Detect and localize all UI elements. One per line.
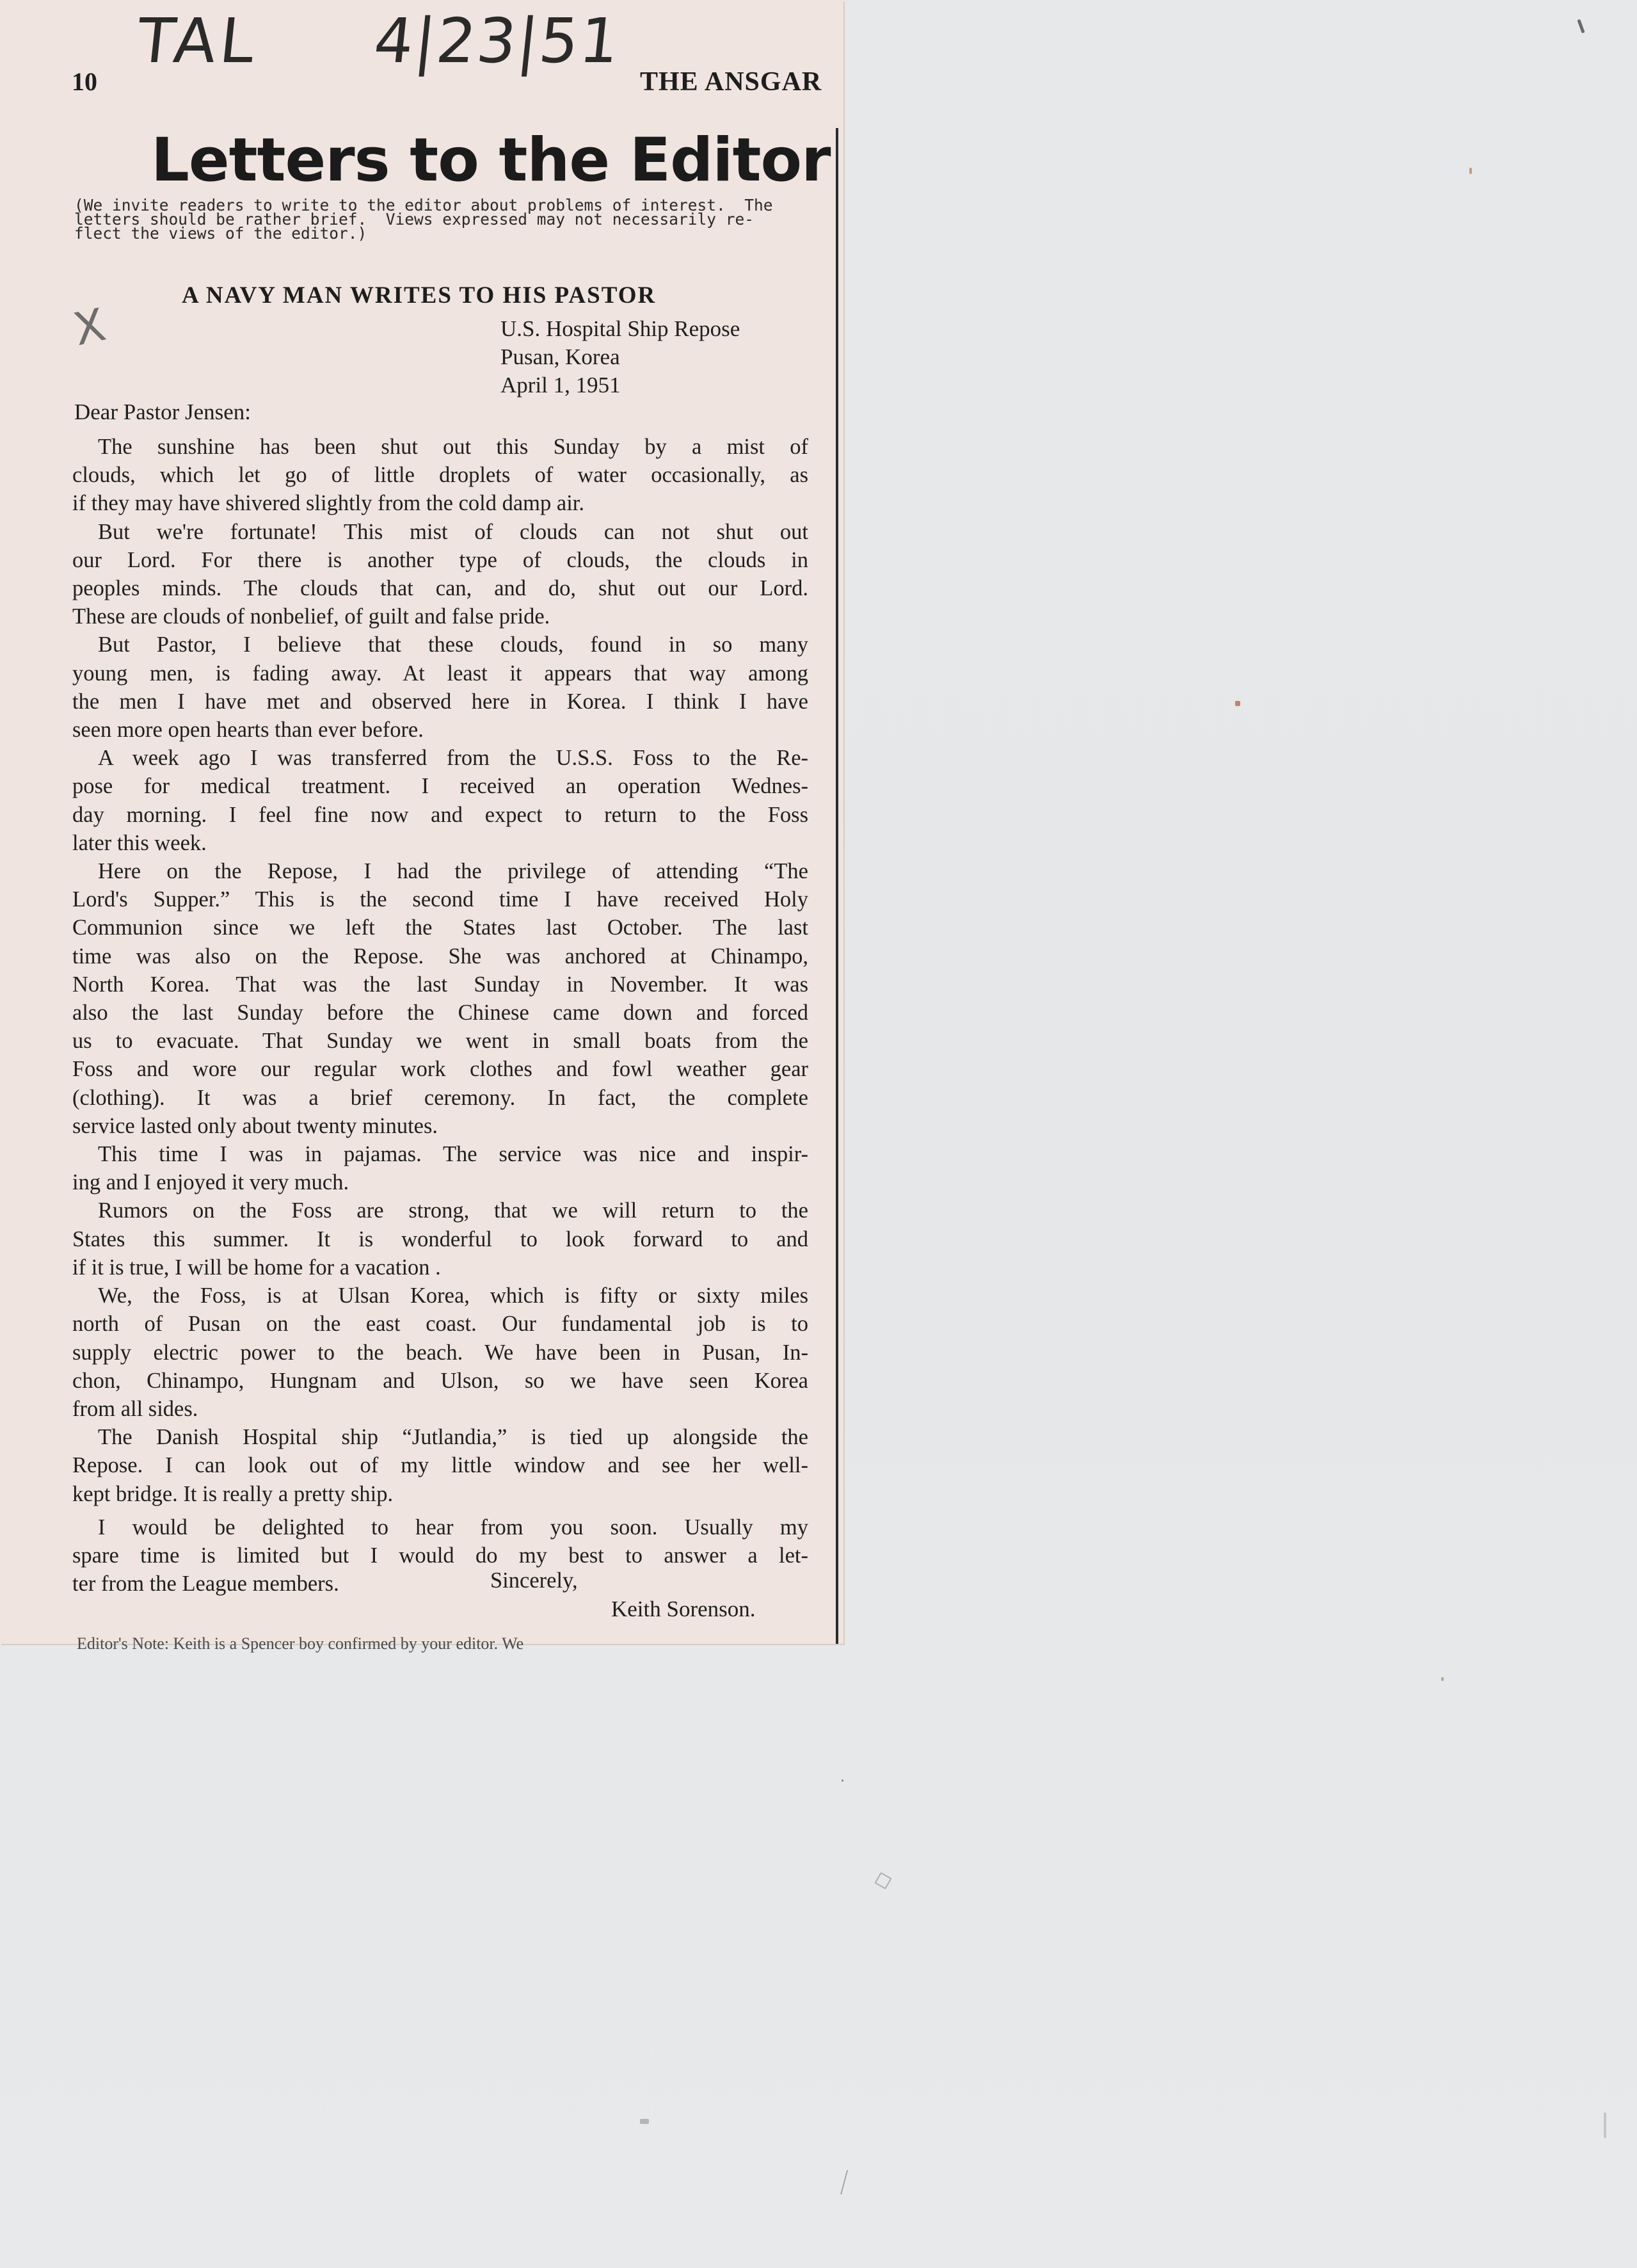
paragraph-line: The Danish Hospital ship “Jutlandia,” is tied up alongside the [98, 1425, 808, 1450]
letter-paragraph [72, 744, 808, 857]
paragraph-line: pose for medical treatment. I received an operation Wednes- [72, 774, 808, 799]
letter-paragraph [72, 857, 808, 1140]
intro-line: flect the views of the editor.) [74, 224, 367, 243]
letter-paragraph [72, 1513, 808, 1598]
paragraph-line: These are clouds of nonbelief, of guilt and false pride. [72, 604, 550, 629]
scan-speck [1469, 168, 1472, 174]
letter-paragraph [72, 1140, 808, 1196]
paragraph-line: But Pastor, I believe that these clouds, found in so many [98, 632, 808, 657]
paragraph-line: clouds, which let go of little droplets of water occasionally, as [72, 463, 808, 488]
paragraph-line: day morning. I feel fine now and expect to return to the Foss [72, 802, 808, 827]
section-headline: Letters to the Editor [151, 125, 831, 195]
letter-paragraph [72, 433, 808, 518]
paragraph-line: Communion since we left the States last October. The last [72, 915, 808, 940]
paragraph-line: ing and I enjoyed it very much. [72, 1170, 349, 1195]
paragraph-line: spare time is limited but I would do my best to answer a let- [72, 1543, 808, 1568]
paragraph-line: Rumors on the Foss are strong, that we will return to the [98, 1198, 808, 1223]
address-line: April 1, 1951 [500, 373, 621, 398]
paragraph-line: (clothing). It was a brief ceremony. In fact, the complete [72, 1085, 808, 1110]
publication-name: THE ANSGAR [640, 67, 822, 97]
scan-speck [842, 1780, 843, 1781]
paragraph-line: peoples minds. The clouds that can, and do, shut out our Lord. [72, 576, 808, 601]
letter-closing: Sincerely, [490, 1568, 578, 1593]
paragraph-line: service lasted only about twenty minutes. [72, 1113, 438, 1138]
paragraph-line: States this summer. It is wonderful to look forward to and [72, 1226, 808, 1251]
paragraph-line: Foss and wore our regular work clothes and fowl weather gear [72, 1057, 808, 1082]
page-number: 10 [72, 67, 97, 96]
paragraph-line: seen more open hearts than ever before. [72, 718, 424, 743]
paragraph-line: the men I have met and observed here in Korea. I think I have [72, 689, 808, 714]
paragraph-line: Here on the Repose, I had the privilege of attending “The [98, 859, 808, 884]
paragraph-line: also the last Sunday before the Chinese came down and forced [72, 1001, 808, 1025]
paragraph-line: young men, is fading away. At least it appears that way among [72, 661, 808, 686]
handwritten-initials: TAL [134, 5, 262, 77]
paragraph-line: if it is true, I will be home for a vacation . [72, 1255, 441, 1280]
letter-paragraph [72, 1423, 808, 1508]
intro-line: letters should be rather brief. Views expressed may not necessarily re- [74, 210, 755, 229]
handwritten-x-mark: X [68, 298, 110, 357]
scan-speck [1441, 1677, 1444, 1681]
editors-note-cutoff: Editor's Note: Keith is a Spencer boy confirmed by your editor. We [77, 1634, 524, 1653]
editor-intro [74, 198, 809, 241]
paragraph-line: us to evacuate. That Sunday we went in small boats from the [72, 1029, 808, 1054]
paragraph-line: kept bridge. It is really a pretty ship. [72, 1481, 394, 1506]
paragraph-line: north of Pusan on the east coast. Our fundamental job is to [72, 1312, 808, 1337]
intro-line: (We invite readers to write to the editor about problems of interest. The [74, 196, 773, 214]
paragraph-line: from all sides. [72, 1396, 198, 1421]
scan-speck [640, 2119, 649, 2124]
paragraph-spacer [72, 1508, 808, 1513]
letter-address [500, 315, 740, 399]
paragraph-line: Lord's Supper.” This is the second time I have received Holy [72, 887, 808, 912]
paragraph-line: But we're fortunate! This mist of clouds can not shut out [98, 519, 808, 544]
letter-paragraph [72, 631, 808, 744]
letter-salutation: Dear Pastor Jensen: [74, 399, 252, 424]
newspaper-clipping [0, 0, 843, 1653]
paragraph-line: North Korea. That was the last Sunday in November. It was [72, 972, 808, 997]
paragraph-line: This time I was in pajamas. The service was nice and inspir- [98, 1142, 808, 1167]
paragraph-line: chon, Chinampo, Hungnam and Ulson, so we have seen Korea [72, 1368, 808, 1393]
paragraph-line: later this week. [72, 830, 207, 855]
handwritten-date: 4|23|51 [371, 5, 624, 77]
paragraph-line: time was also on the Repose. She was anchored at Chinampo, [72, 944, 808, 969]
paragraph-line: A week ago I was transferred from the U.S.S. Foss to the Re- [98, 746, 808, 771]
column-rule [836, 128, 838, 1644]
paragraph-line: The sunshine has been shut out this Sunday by a mist of [98, 435, 808, 459]
paragraph-line: supply electric power to the beach. We have been in Pusan, In- [72, 1340, 808, 1365]
paragraph-line: We, the Foss, is at Ulsan Korea, which is fifty or sixty miles [98, 1283, 808, 1308]
paragraph-line: Repose. I can look out of my little window and see her well- [72, 1453, 808, 1478]
scan-speck [1604, 2112, 1606, 2138]
paragraph-line: ter from the League members. [72, 1572, 339, 1596]
letter-body [72, 433, 808, 1598]
scan-speck [1235, 701, 1240, 706]
letter-paragraph [72, 518, 808, 631]
letter-signature: Keith Sorenson. [611, 1596, 756, 1621]
address-line: U.S. Hospital Ship Repose [500, 316, 740, 341]
letter-paragraph [72, 1282, 808, 1423]
paragraph-line: our Lord. For there is another type of clouds, the clouds in [72, 547, 808, 572]
letter-title: A NAVY MAN WRITES TO HIS PASTOR [182, 282, 657, 309]
paragraph-line: I would be delighted to hear from you soon. Usually my [98, 1515, 808, 1540]
letter-paragraph [72, 1196, 808, 1282]
address-line: Pusan, Korea [500, 344, 620, 369]
paragraph-line: if they may have shivered slightly from the cold damp air. [72, 491, 585, 516]
